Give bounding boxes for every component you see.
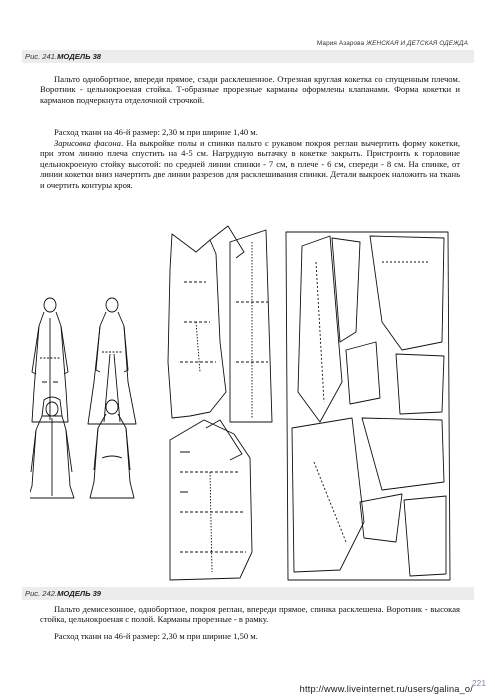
book-title: ЖЕНСКАЯ И ДЕТСКАЯ ОДЕЖДА: [366, 40, 468, 47]
coat-sketch-back: [88, 298, 136, 424]
pattern-draft-upper: [168, 226, 272, 422]
model-38-description: Пальто однобортное, впереди прямое, сзади расклешенное. Отрезная круглая кокетка со спущенным плечом. Воротник - цельнокроеная стойка. Т-образные прорезные карманы оформлены клапанами. Форма кокетки и карманов подчеркнута отделочной строчкой.: [40, 74, 460, 105]
coat-sketch-back-2: [90, 400, 134, 498]
figure-caption-242: [22, 587, 474, 600]
model-39-description: Пальто демисезонное, однобортное, покроя реглан, впереди прямое, спинка расклешена. Воротник - высокая стойка, цельнокроеная с полой. Карманы прорезные - в рамку.: [40, 604, 460, 625]
cutting-layout: [286, 232, 450, 580]
source-watermark: http://www.liveinternet.ru/users/galina_o/: [299, 684, 473, 694]
pattern-drawing: [30, 222, 470, 586]
pattern-draft-lower: [170, 420, 252, 580]
coat-sketch-front: [32, 298, 68, 422]
pattern-figure: [30, 222, 470, 586]
model-39-fabric: Расход ткани на 46-й размер: 2,30 м при ширине 1,50 м.: [54, 631, 258, 641]
caption-label: Рис. 241.: [25, 52, 58, 61]
running-head: [268, 40, 468, 47]
sketch-text: . На выкройке полы и спинки пальто с рукавом покроя реглан вычертить форму кокетки, при этом линию плеча спустить на 4-5 см. Нагрудную вытачку в кокетке закрыть. Пристроить к горловине цельнокроеную стойку высотой: по средней линии спинки - 7 см, в плече - 6 см, спереди - 8 см. На спинке, от линии кокетки вниз начертить две линии разрезов для расклешивания спинки. Детали выкроек наложить на ткань и очертить контуры кроя.: [40, 138, 460, 190]
model-38-fabric: Расход ткани на 46-й размер: 2,30 м при ширине 1,40 м.: [54, 127, 258, 137]
sketch-title: Зарисовка фасона: [54, 138, 121, 148]
model-38-sketch-instructions: [40, 138, 460, 190]
caption-label: Рис. 242.: [25, 589, 58, 598]
caption-model: МОДЕЛЬ 39: [57, 589, 102, 598]
figure-caption-241: [22, 50, 474, 63]
page-number: 221: [472, 678, 486, 688]
author-name: Мария Азарова: [316, 40, 365, 47]
caption-model: МОДЕЛЬ 38: [57, 52, 102, 61]
